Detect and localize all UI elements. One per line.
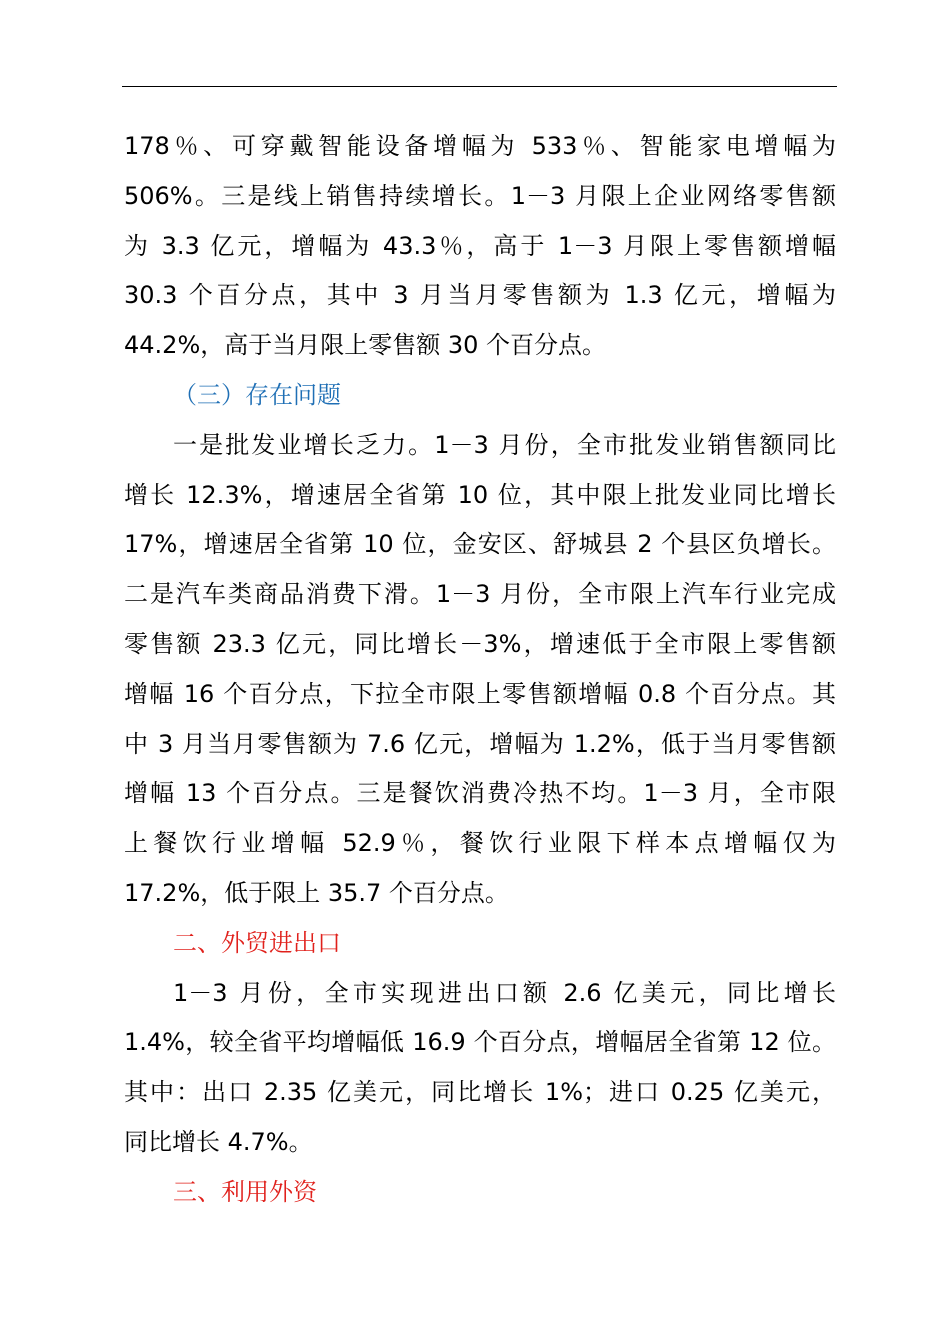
body-line: 44.2%，高于当月限上零售额 30 个百分点。 <box>124 331 607 360</box>
body-line: 增长 12.3%，增速居全省第 10 位，其中限上批发业同比增长 <box>124 480 836 509</box>
body-line: 增幅 13 个百分点。三是餐饮消费冷热不均。1－3 月，全市限 <box>124 779 836 808</box>
body-line: 二是汽车类商品消费下滑。1－3 月份，全市限上汽车行业完成 <box>124 580 836 609</box>
body-line: 其中：出口 2.35 亿美元，同比增长 1%；进口 0.25 亿美元， <box>124 1078 836 1107</box>
body-line: 增幅 16 个百分点，下拉全市限上零售额增幅 0.8 个百分点。其 <box>124 679 836 708</box>
body-line: 为 3.3 亿元，增幅为 43.3％，高于 1－3 月限上零售额增幅 <box>124 231 836 260</box>
section-heading: 二、外贸进出口 <box>173 928 341 957</box>
section-heading: 三、利用外资 <box>173 1177 317 1206</box>
header-rule <box>122 86 837 87</box>
body-line: 中 3 月当月零售额为 7.6 亿元，增幅为 1.2%，低于当月零售额 <box>124 729 836 758</box>
body-line: 一是批发业增长乏力。1－3 月份，全市批发业销售额同比 <box>173 430 836 459</box>
body-line: 零售额 23.3 亿元，同比增长－3%，增速低于全市限上零售额 <box>124 629 836 658</box>
body-line: 17%，增速居全省第 10 位，金安区、舒城县 2 个县区负增长。 <box>124 530 836 559</box>
document-body <box>124 122 836 1218</box>
body-line: 1－3 月份，全市实现进出口额 2.6 亿美元，同比增长 <box>173 978 836 1007</box>
body-line: 178％、可穿戴智能设备增幅为 533％、智能家电增幅为 <box>124 132 836 160</box>
body-line: 1.4%，较全省平均增幅低 16.9 个百分点，增幅居全省第 12 位。 <box>124 1028 836 1057</box>
body-line: 17.2%，低于限上 35.7 个百分点。 <box>124 878 509 907</box>
body-line: 同比增长 4.7%。 <box>124 1127 313 1156</box>
body-line: 上餐饮行业增幅 52.9％，餐饮行业限下样本点增幅仅为 <box>124 829 836 858</box>
section-heading: （三）存在问题 <box>173 380 341 409</box>
body-line: 30.3 个百分点，其中 3 月当月零售额为 1.3 亿元，增幅为 <box>124 281 836 310</box>
body-line: 506%。三是线上销售持续增长。1－3 月限上企业网络零售额 <box>124 181 836 210</box>
